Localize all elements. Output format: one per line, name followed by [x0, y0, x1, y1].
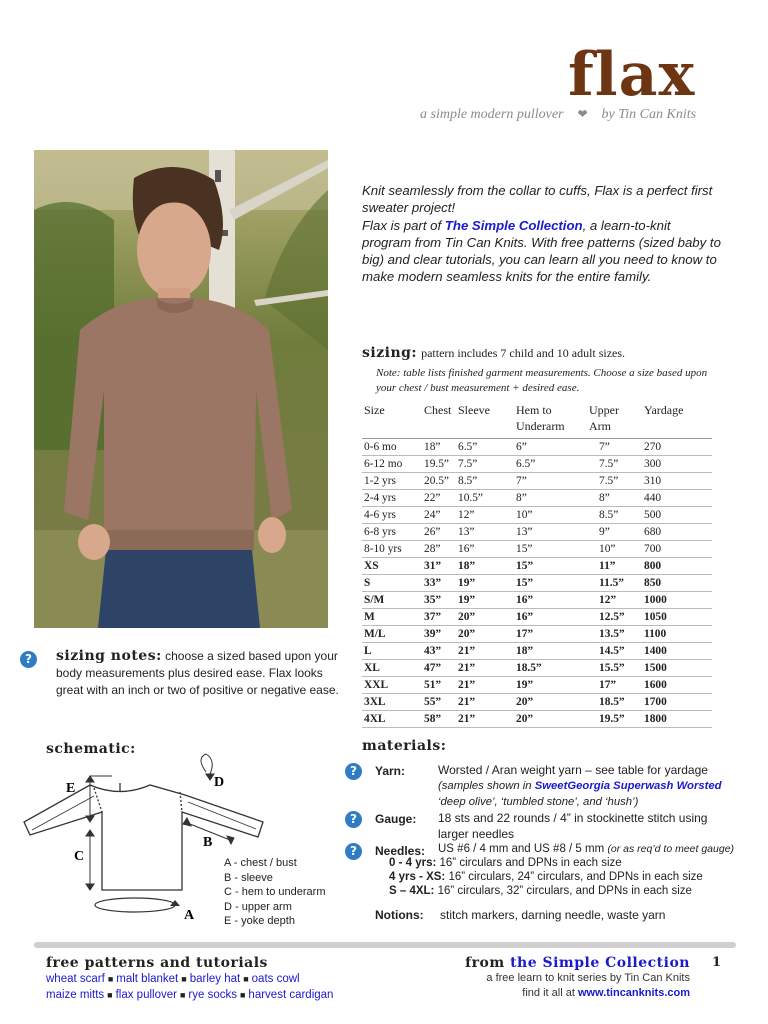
cell-yardage: 850	[642, 575, 712, 592]
cell-upper-arm: 7.5”	[587, 473, 642, 490]
footer-pattern-link[interactable]: malt blanket	[116, 973, 179, 985]
intro-p2-before: Flax is part of	[362, 218, 445, 233]
heart-icon: ❤	[577, 107, 588, 121]
footer-pattern-link[interactable]: rye socks	[188, 989, 237, 1001]
cell-size: XS	[362, 558, 422, 575]
subtitle-right: by Tin Can Knits	[601, 107, 697, 122]
cell-chest: 55”	[422, 694, 456, 711]
table-row	[362, 490, 712, 507]
cell-sleeve: 21”	[456, 711, 514, 728]
cell-hem: 18.5”	[514, 660, 587, 677]
sizing-table-body	[362, 439, 712, 728]
footer-right-title	[424, 955, 690, 971]
cell-upper-arm: 11.5”	[587, 575, 642, 592]
cell-chest: 20.5”	[422, 473, 456, 490]
cell-yardage: 500	[642, 507, 712, 524]
cell-hem: 20”	[514, 694, 587, 711]
yarn-label: Yarn:	[375, 764, 406, 778]
sizing-note: Note: table lists finished garment measurements. Choose a size based upon your chest / bust measurement + desired ease.	[376, 367, 708, 394]
cell-yardage: 1050	[642, 609, 712, 626]
materials-heading: materials:	[362, 738, 447, 754]
cell-yardage: 1800	[642, 711, 712, 728]
cell-chest: 22”	[422, 490, 456, 507]
cell-hem: 20”	[514, 711, 587, 728]
label-b: B	[203, 835, 213, 850]
cell-hem: 15”	[514, 541, 587, 558]
needles-label: Needles:	[375, 844, 426, 858]
footer-pattern-link[interactable]: maize mitts	[46, 989, 105, 1001]
simple-collection-link[interactable]: The Simple Collection	[444, 218, 583, 233]
footer-pattern-link[interactable]: harvest cardigan	[248, 989, 334, 1001]
sizing-heading: sizing:	[362, 345, 418, 361]
table-row	[362, 643, 712, 660]
table-row	[362, 711, 712, 728]
table-row	[362, 694, 712, 711]
cell-chest: 35”	[422, 592, 456, 609]
cell-sleeve: 21”	[456, 694, 514, 711]
schematic-heading: schematic:	[46, 741, 136, 757]
cell-yardage: 800	[642, 558, 712, 575]
needles-lines	[389, 856, 729, 898]
table-row	[362, 473, 712, 490]
table-row	[362, 592, 712, 609]
cell-sleeve: 6.5”	[456, 439, 514, 456]
footer-pattern-link[interactable]: oats cowl	[251, 973, 300, 985]
cell-size: 1-2 yrs	[362, 473, 422, 490]
cell-sleeve: 19”	[456, 575, 514, 592]
help-icon[interactable]: ?	[345, 843, 362, 860]
cell-yardage: 1000	[642, 592, 712, 609]
cell-sleeve: 18”	[456, 558, 514, 575]
needle-line	[389, 856, 729, 870]
cell-size: 4XL	[362, 711, 422, 728]
needles-value	[389, 842, 735, 898]
schematic-legend	[224, 856, 325, 929]
col-chest: Chest	[422, 402, 456, 439]
sizing-notes-heading: sizing notes:	[56, 648, 162, 664]
cell-sleeve: 19”	[456, 592, 514, 609]
col-upper-arm: Upper Arm	[587, 402, 642, 439]
cell-yardage: 1600	[642, 677, 712, 694]
notions-value: stitch markers, darning needle, waste yarn	[440, 908, 666, 922]
gauge-value: 18 sts and 22 rounds / 4” in stockinette stitch using larger needles	[438, 811, 708, 841]
cell-sleeve: 8.5”	[456, 473, 514, 490]
cell-yardage: 1400	[642, 643, 712, 660]
col-yardage: Yardage	[642, 402, 712, 439]
cell-size: L	[362, 643, 422, 660]
subtitle-left: a simple modern pullover	[420, 107, 564, 122]
help-icon[interactable]: ?	[345, 811, 362, 828]
cell-chest: 37”	[422, 609, 456, 626]
cell-hem: 16”	[514, 609, 587, 626]
footer-series-line: a free learn to knit series by Tin Can Knits	[486, 972, 690, 984]
table-row	[362, 660, 712, 677]
needle-detail: 16” circulars, 32” circulars, and DPNs in each size	[434, 885, 692, 897]
cell-upper-arm: 17”	[587, 677, 642, 694]
help-icon[interactable]: ?	[345, 763, 362, 780]
cell-sleeve: 21”	[456, 677, 514, 694]
col-size: Size	[362, 402, 422, 439]
needle-size-range: S – 4XL:	[389, 885, 435, 897]
table-row	[362, 439, 712, 456]
table-row	[362, 524, 712, 541]
sweetgeorgia-link[interactable]: SweetGeorgia Superwash Worsted	[534, 780, 722, 792]
needle-size-range: 4 yrs - XS:	[389, 871, 446, 883]
legend-c: C - hem to underarm	[224, 886, 326, 898]
cell-sleeve: 7.5”	[456, 456, 514, 473]
col-hem: Hem to Underarm	[514, 402, 587, 439]
needle-detail: 16” circulars and DPNs in each size	[436, 857, 622, 869]
footer-left-title: free patterns and tutorials	[46, 955, 268, 971]
cell-yardage: 700	[642, 541, 712, 558]
cell-hem: 10”	[514, 507, 587, 524]
cell-upper-arm: 7”	[587, 439, 642, 456]
cell-yardage: 270	[642, 439, 712, 456]
footer-pattern-link[interactable]: barley hat	[189, 973, 241, 985]
cell-size: 3XL	[362, 694, 422, 711]
sizing-notes-help[interactable]	[20, 650, 37, 668]
intro-text	[362, 182, 722, 286]
table-row	[362, 626, 712, 643]
cell-yardage: 440	[642, 490, 712, 507]
cell-size: M	[362, 609, 422, 626]
legend-d: D - upper arm	[224, 900, 292, 913]
footer-right	[424, 955, 690, 1001]
cell-yardage: 300	[642, 456, 712, 473]
footer-links-row-1	[46, 971, 333, 987]
cell-hem: 15”	[514, 558, 587, 575]
model-illustration	[34, 150, 328, 628]
cell-size: 0-6 mo	[362, 439, 422, 456]
cell-upper-arm: 19.5”	[587, 711, 642, 728]
footer-divider	[34, 942, 736, 948]
cell-yardage: 1100	[642, 626, 712, 643]
sizing-desc: pattern includes 7 child and 10 adult sizes.	[421, 346, 626, 360]
cell-chest: 51”	[422, 677, 456, 694]
cell-upper-arm: 8”	[587, 490, 642, 507]
cell-hem: 6”	[514, 439, 587, 456]
cell-upper-arm: 8.5”	[587, 507, 642, 524]
label-c: C	[74, 849, 85, 864]
legend-b: B - sleeve	[224, 871, 273, 884]
cell-size: 6-12 mo	[362, 456, 422, 473]
cell-hem: 13”	[514, 524, 587, 541]
label-d: D	[214, 775, 225, 790]
yarn-note-after: ‘deep olive’, ‘tumbled stone’, and ‘hush’)	[438, 796, 639, 808]
cell-size: M/L	[362, 626, 422, 643]
cell-chest: 39”	[422, 626, 456, 643]
cell-sleeve: 10.5”	[456, 490, 514, 507]
col-sleeve: Sleeve	[456, 402, 514, 439]
cell-upper-arm: 12.5”	[587, 609, 642, 626]
footer-links-row-2	[46, 987, 333, 1003]
gauge-help[interactable]	[345, 811, 362, 828]
cell-yardage: 1700	[642, 694, 712, 711]
page-title: flax	[568, 40, 696, 110]
cell-upper-arm: 14.5”	[587, 643, 642, 660]
sweater-photo	[34, 150, 328, 628]
cell-chest: 26”	[422, 524, 456, 541]
yarn-note	[438, 778, 738, 810]
needle-line	[389, 884, 729, 898]
bullet-separator: ■	[181, 974, 187, 984]
table-row	[362, 609, 712, 626]
cell-yardage: 680	[642, 524, 712, 541]
bullet-separator: ■	[107, 974, 114, 984]
cell-chest: 43”	[422, 643, 456, 660]
cell-size: S	[362, 575, 422, 592]
legend-a: A - chest / bust	[224, 857, 297, 869]
cell-upper-arm: 15.5”	[587, 660, 642, 677]
yarn-help[interactable]	[345, 763, 362, 780]
bullet-separator: ■	[179, 990, 186, 1000]
cell-hem: 6.5”	[514, 456, 587, 473]
needle-size-range: 0 - 4 yrs:	[389, 857, 437, 869]
cell-size: 8-10 yrs	[362, 541, 422, 558]
cell-size: XXL	[362, 677, 422, 694]
cell-chest: 19.5”	[422, 456, 456, 473]
needles-help[interactable]	[345, 843, 362, 860]
cell-sleeve: 13”	[456, 524, 514, 541]
bullet-separator: ■	[243, 974, 249, 984]
cell-upper-arm: 12”	[587, 592, 642, 609]
cell-hem: 7”	[514, 473, 587, 490]
cell-size: XL	[362, 660, 422, 677]
yarn-text: Worsted / Aran weight yarn – see table for yardage	[438, 763, 708, 777]
cell-chest: 58”	[422, 711, 456, 728]
cell-size: 6-8 yrs	[362, 524, 422, 541]
intro-paragraph-1: Knit seamlessly from the collar to cuffs, Flax is a perfect first sweater project!	[362, 183, 713, 215]
cell-hem: 16”	[514, 592, 587, 609]
table-row	[362, 558, 712, 575]
footer-from: from	[465, 955, 511, 971]
cell-sleeve: 12”	[456, 507, 514, 524]
cell-hem: 8”	[514, 490, 587, 507]
intro-p2-after: , a learn-to-knit program from Tin Can Knits. With free patterns (sized baby to big) and clear tutorials, you can learn all you need to know to make modern seamless knits for the entire family.	[362, 218, 721, 284]
cell-hem: 17”	[514, 626, 587, 643]
cell-sleeve: 21”	[456, 660, 514, 677]
sizing-notes	[56, 648, 346, 699]
subtitle	[420, 107, 696, 123]
gauge-label: Gauge:	[375, 812, 417, 826]
cell-upper-arm: 10”	[587, 541, 642, 558]
sizing-notes-text: choose a sized based upon your body measurements plus desired ease. Flax looks great with an inch or two of positive or negative ease.	[56, 649, 339, 697]
needles-main	[389, 842, 735, 856]
cell-size: 4-6 yrs	[362, 507, 422, 524]
footer-left	[46, 955, 333, 1003]
needle-detail: 16” circulars, 24” circulars, and DPNs in each size	[445, 871, 703, 883]
cell-chest: 28”	[422, 541, 456, 558]
sizing-header	[362, 344, 625, 362]
table-row	[362, 677, 712, 694]
cell-chest: 47”	[422, 660, 456, 677]
cell-chest: 18”	[422, 439, 456, 456]
notions-label: Notions:	[375, 908, 424, 922]
cell-chest: 33”	[422, 575, 456, 592]
cell-yardage: 1500	[642, 660, 712, 677]
cell-chest: 24”	[422, 507, 456, 524]
cell-upper-arm: 11”	[587, 558, 642, 575]
table-row	[362, 575, 712, 592]
label-a: A	[184, 908, 195, 923]
cell-hem: 19”	[514, 677, 587, 694]
cell-size: 2-4 yrs	[362, 490, 422, 507]
cell-sleeve: 20”	[456, 626, 514, 643]
yarn-value	[438, 762, 738, 810]
intro-paragraph-2	[362, 217, 722, 285]
label-e: E	[66, 781, 76, 796]
cell-size: S/M	[362, 592, 422, 609]
table-row	[362, 541, 712, 558]
yarn-note-before: (samples shown in	[438, 780, 535, 792]
needles-note: (or as req’d to meet gauge)	[607, 843, 735, 855]
cell-sleeve: 20”	[456, 609, 514, 626]
footer-pattern-link[interactable]: flax pullover	[115, 989, 177, 1001]
cell-sleeve: 16”	[456, 541, 514, 558]
cell-sleeve: 21”	[456, 643, 514, 660]
footer-url-line	[424, 986, 690, 1001]
cell-upper-arm: 7.5”	[587, 456, 642, 473]
footer-pattern-link[interactable]: wheat scarf	[46, 973, 105, 985]
page-number: 1	[712, 955, 722, 970]
sizing-table-header	[362, 402, 712, 439]
sizing-table	[362, 402, 712, 728]
table-row	[362, 456, 712, 473]
table-row	[362, 507, 712, 524]
cell-hem: 18”	[514, 643, 587, 660]
cell-upper-arm: 13.5”	[587, 626, 642, 643]
needles-text: US #6 / 4 mm and US #8 / 5 mm	[438, 843, 605, 855]
footer-collection-link[interactable]: the Simple Collection	[510, 955, 690, 971]
cell-chest: 31”	[422, 558, 456, 575]
legend-e: E - yoke depth	[224, 915, 295, 927]
cell-hem: 15”	[514, 575, 587, 592]
cell-yardage: 310	[642, 473, 712, 490]
website-link[interactable]: www.tincanknits.com	[577, 987, 690, 999]
footer-find-text: find it all at	[522, 987, 578, 999]
help-icon[interactable]: ?	[20, 651, 37, 668]
bullet-separator: ■	[107, 990, 113, 1000]
cell-upper-arm: 9”	[587, 524, 642, 541]
bullet-separator: ■	[239, 990, 246, 1000]
needle-line	[389, 870, 729, 884]
cell-upper-arm: 18.5”	[587, 694, 642, 711]
